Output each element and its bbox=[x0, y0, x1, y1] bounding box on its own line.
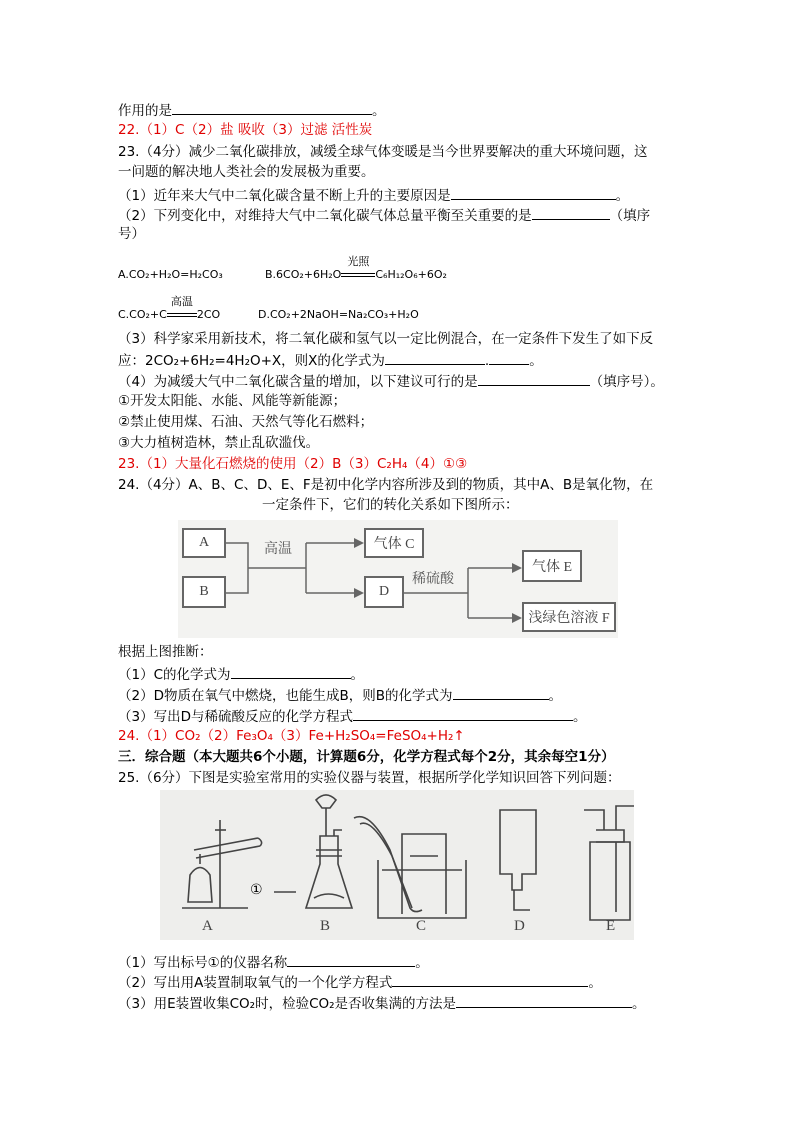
q25-part1: （1）写出标号①的仪器名称 。 bbox=[118, 952, 429, 972]
q23-part2: （2）下列变化中，对维持大气中二氧化碳气体总量平衡至关重要的是 （填序 bbox=[118, 205, 650, 225]
q25-part3: （3）用E装置收集CO₂时，检验CO₂是否收集满的方法是 。 bbox=[118, 993, 646, 1013]
q23-part1: （1）近年来大气中二氧化碳含量不断上升的主要原因是 。 bbox=[118, 185, 629, 205]
q25-part2: （2）写出用A装置制取氧气的一个化学方程式 。 bbox=[118, 972, 602, 992]
node-d: D bbox=[364, 576, 404, 608]
q23-part2-cont: 号） bbox=[118, 226, 145, 242]
answer-22: 22.（1）C（2）盐 吸收（3）过滤 活性炭 bbox=[118, 122, 373, 138]
apparatus-drawing bbox=[160, 790, 634, 940]
suggestion-2: ②禁止使用煤、石油、天然气等化石燃料； bbox=[118, 414, 374, 430]
label-a: A bbox=[202, 918, 213, 934]
q23-option-c: C.CO₂+C 高温 2CO bbox=[118, 295, 221, 321]
q24-intro-2: 一定条件下，它们的转化关系如下图所示： bbox=[262, 497, 519, 513]
answer-24: 24.（1）CO₂（2）Fe₃O₄（3）Fe+H₂SO₄=FeSO₄+H₂↑ bbox=[118, 728, 465, 744]
q24-part3: （3）写出D与稀硫酸反应的化学方程式 。 bbox=[118, 706, 586, 726]
label-b: B bbox=[320, 918, 331, 934]
section-3-heading: 三．综合题（本大题共6个小题，计算题6分，化学方程式每个2分，其余每空1分） bbox=[118, 749, 615, 765]
suggestion-1: ①开发太阳能、水能、风能等新能源； bbox=[118, 393, 347, 409]
answer-blank[interactable] bbox=[353, 706, 573, 721]
answer-blank[interactable] bbox=[456, 993, 632, 1008]
node-b: B bbox=[182, 576, 226, 608]
condition-high-temp: 高温 bbox=[264, 541, 292, 557]
node-f: 浅绿色溶液 F bbox=[522, 602, 616, 632]
q23-part3-cont: 应：2CO₂+6H₂=4H₂O+X，则X的化学式为 . 。 bbox=[118, 350, 543, 370]
node-e: 气体 E bbox=[522, 550, 582, 582]
label-d: D bbox=[514, 918, 525, 934]
answer-blank[interactable] bbox=[392, 972, 588, 987]
answer-blank[interactable] bbox=[532, 205, 610, 220]
q23-option-a: A.CO₂+H₂O=H₂CO₃ bbox=[118, 268, 223, 281]
reaction-flow-diagram bbox=[178, 520, 618, 638]
q23-option-b: B.6CO₂+6H₂O 光照 C₆H₁₂O₆+6O₂ bbox=[265, 255, 447, 281]
q24-part1: （1）C的化学式为 。 bbox=[118, 664, 364, 684]
q23-part3: （3）科学家采用新技术，将二氧化碳和氢气以一定比例混合，在一定条件下发生了如下反 bbox=[118, 331, 654, 347]
q23-intro-1: 23.（4分）减少二氧化碳排放，减缓全球气体变暖是当今世界要解决的重大环境问题，这 bbox=[118, 144, 648, 160]
answer-blank[interactable] bbox=[287, 952, 415, 967]
q23-intro-2: 一问题的解决地人类社会的发展极为重要。 bbox=[118, 164, 375, 180]
q25-intro: 25.（6分）下图是实验室常用的实验仪器与装置，根据所学化学知识回答下列问题： bbox=[118, 770, 621, 786]
apparatus-figure bbox=[160, 790, 634, 940]
suggestion-3: ③大力植树造林，禁止乱砍滥伐。 bbox=[118, 435, 320, 451]
answer-blank[interactable] bbox=[453, 685, 549, 700]
q24-infer: 根据上图推断： bbox=[118, 644, 213, 660]
label-c: C bbox=[416, 918, 427, 934]
answer-blank[interactable] bbox=[172, 100, 372, 115]
node-c: 气体 C bbox=[364, 528, 424, 558]
q24-intro-1: 24.（4分）A、B、C、D、E、F是初中化学内容所涉及到的物质，其中A、B是氧化物，在 bbox=[118, 477, 654, 493]
q23-part4: （4）为减缓大气中二氧化碳含量的增加，以下建议可行的是 （填序号）。 bbox=[118, 371, 664, 391]
answer-blank[interactable] bbox=[489, 350, 529, 365]
label-e: E bbox=[606, 918, 616, 934]
answer-blank[interactable] bbox=[231, 664, 351, 679]
condition-dilute-acid: 稀硫酸 bbox=[412, 571, 454, 587]
answer-23: 23.（1）大量化石燃烧的使用（2）B（3）C₂H₄（4）①③ bbox=[118, 456, 468, 472]
answer-blank[interactable] bbox=[478, 371, 590, 386]
q21-tail: 作用的是 。 bbox=[118, 100, 386, 120]
q24-part2: （2）D物质在氧气中燃烧，也能生成B，则B的化学式为 。 bbox=[118, 685, 562, 705]
q23-option-d: D.CO₂+2NaOH=Na₂CO₃+H₂O bbox=[258, 308, 419, 321]
answer-blank[interactable] bbox=[385, 350, 485, 365]
node-a: A bbox=[182, 528, 226, 558]
marker-1: ① bbox=[250, 882, 263, 898]
answer-blank[interactable] bbox=[451, 185, 616, 200]
